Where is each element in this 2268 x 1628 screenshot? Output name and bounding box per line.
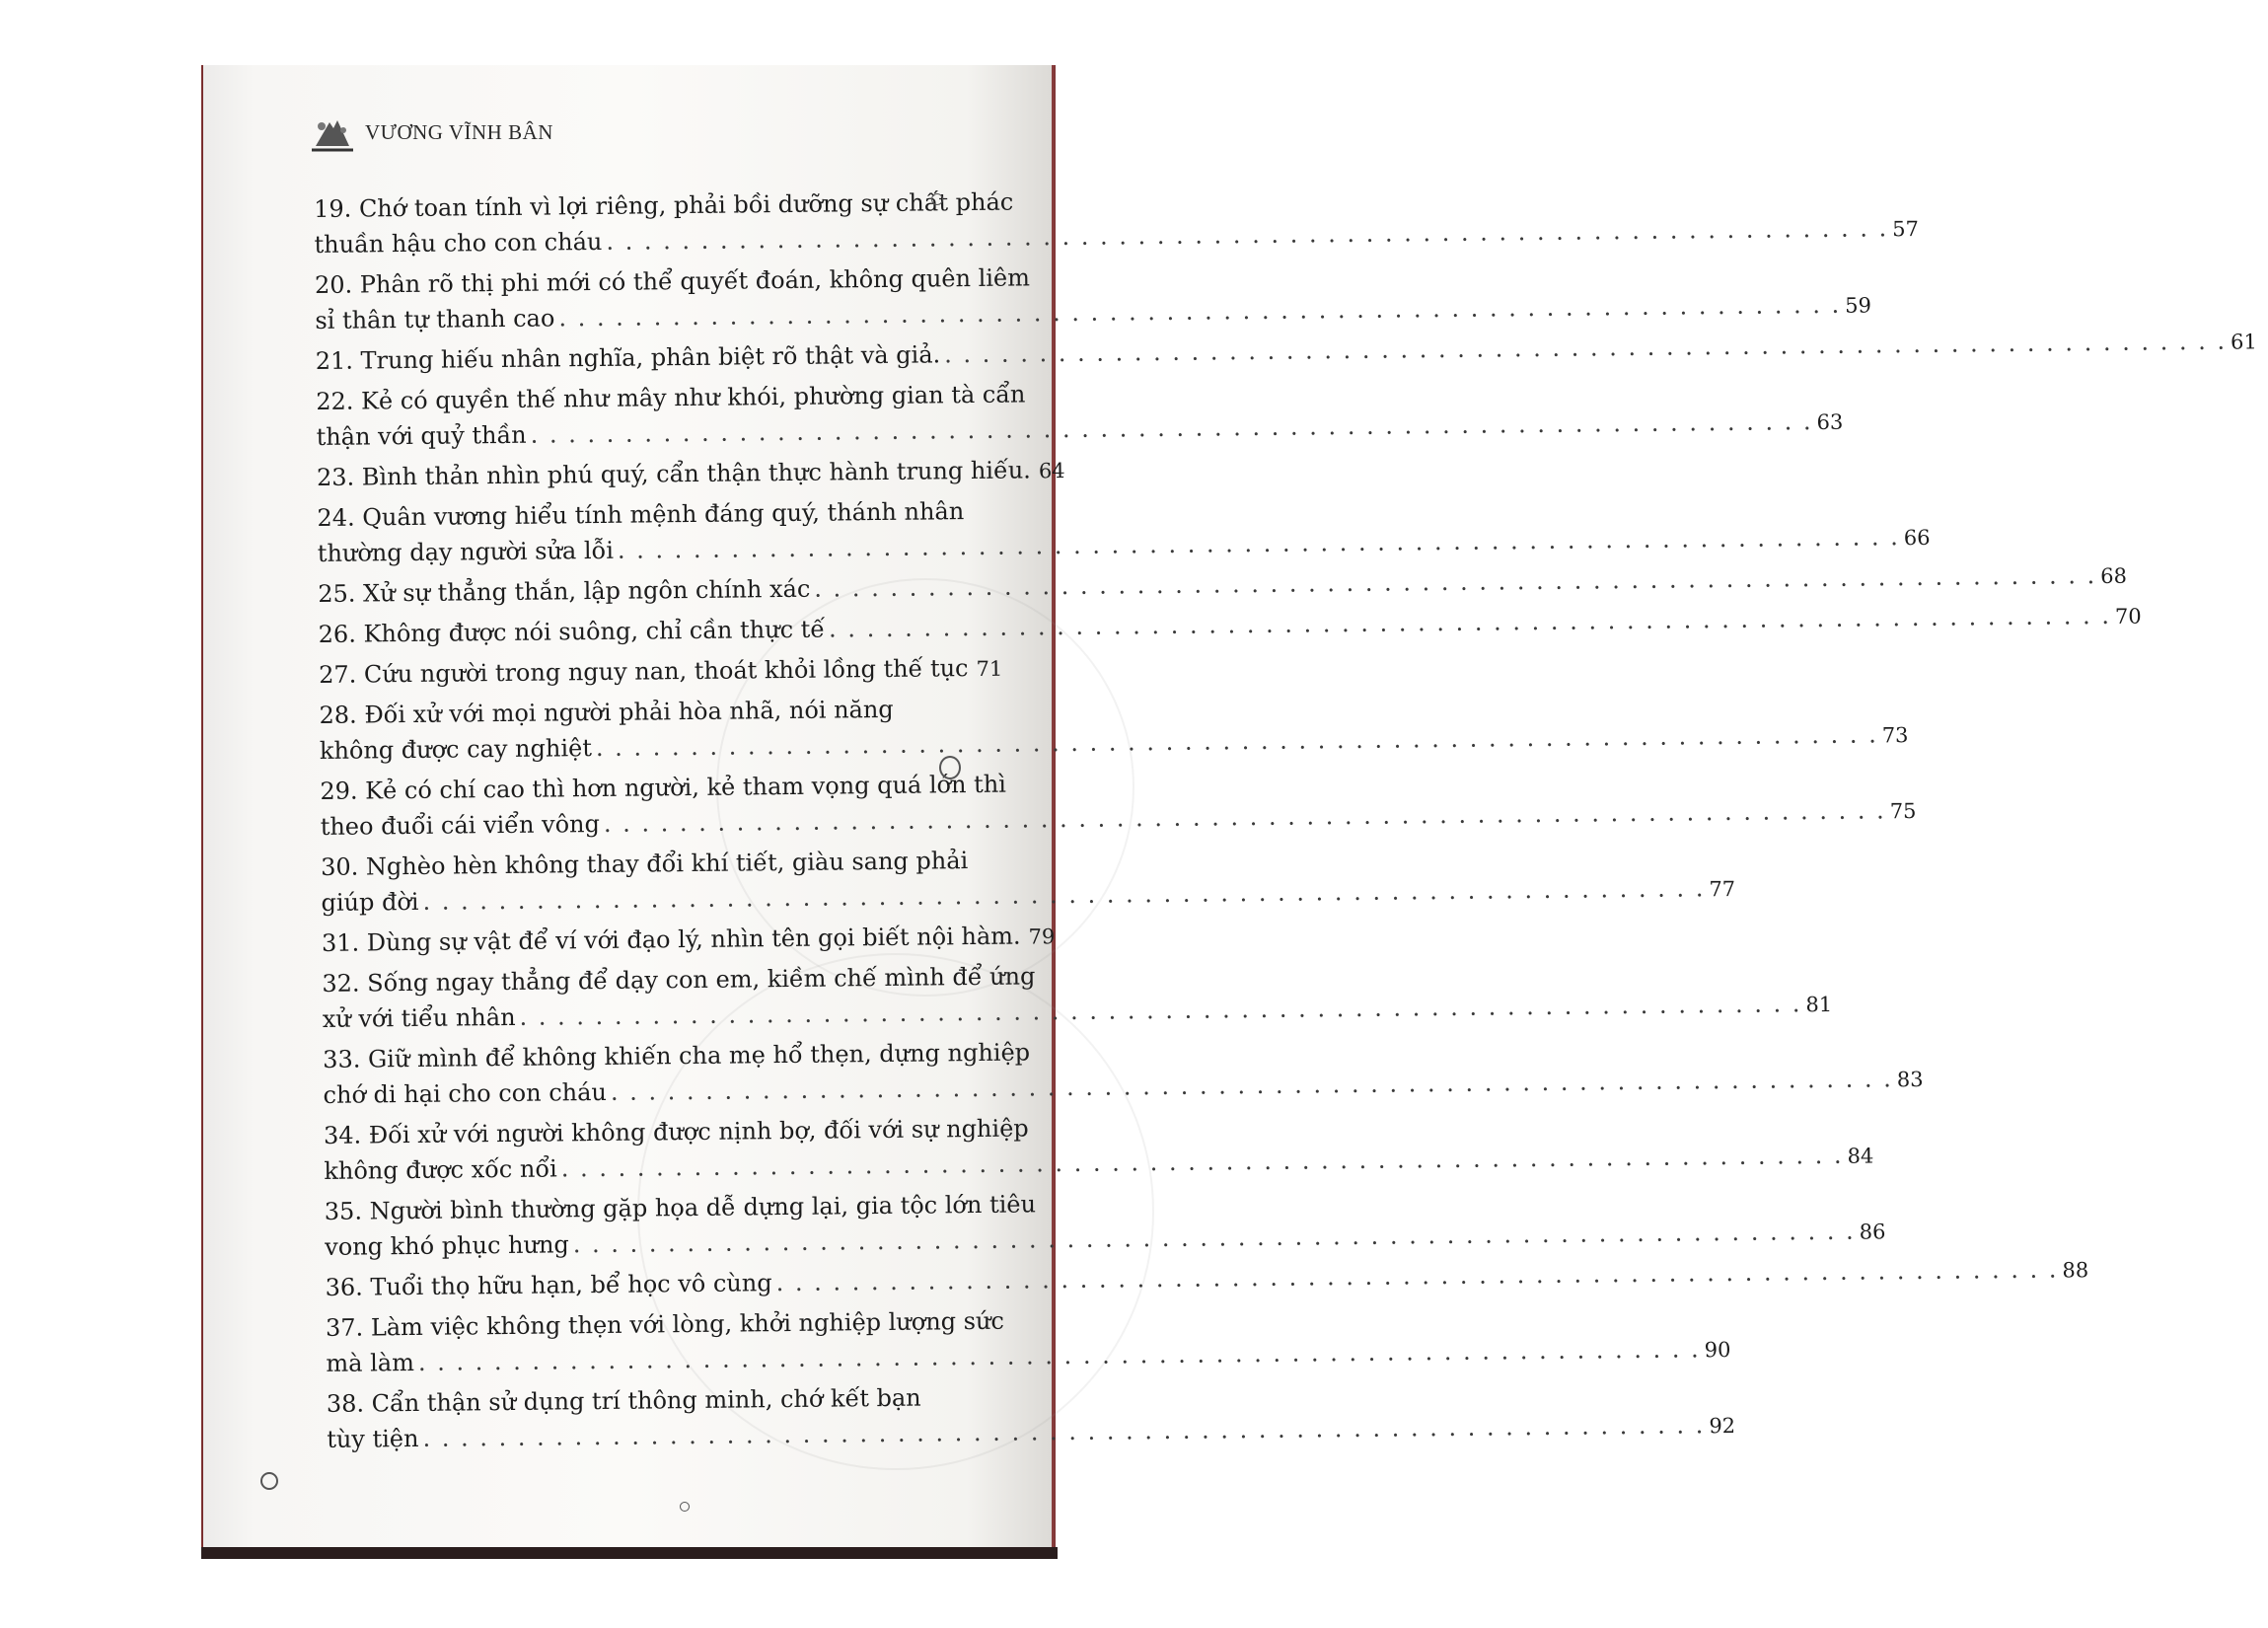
toc-page-number: 86	[1859, 1220, 1886, 1244]
toc-entry-title-cont: xử với tiểu nhân	[322, 1002, 516, 1033]
toc-entry-title-cont: không được xốc nổi	[324, 1154, 557, 1185]
toc-entry-title: 28. Đối xử với mọi người phải hòa nhã, nói năng	[319, 695, 894, 729]
toc-page-number: 81	[1805, 992, 1833, 1017]
toc-page-number: 90	[1704, 1338, 1731, 1363]
toc-entry	[314, 185, 1920, 263]
toc-entry	[321, 919, 1056, 962]
toc-entry-title: 22. Kẻ có quyền thế như mây như khói, phường gian tà cẩn	[316, 380, 1026, 415]
toc-entry-title: 30. Nghèo hèn không thay đổi khí tiết, giàu sang phải	[321, 847, 969, 881]
toc-page-number: 83	[1896, 1067, 1924, 1092]
toc-page-number: 61	[2230, 330, 2257, 354]
running-header	[310, 112, 553, 152]
toc-entry-title-cont: mà làm	[326, 1348, 415, 1377]
binding-hole-mark	[680, 1502, 690, 1512]
toc-entry-title: 27. Cứu người trong nguy nan, thoát khỏi lồng thế tục	[318, 654, 969, 689]
toc-entry-title: 36. Tuổi thọ hữu hạn, bể học vô cùng	[325, 1269, 772, 1301]
toc-entry	[320, 767, 1917, 846]
toc-page-number: 57	[1892, 216, 1920, 242]
binding-hole-mark	[931, 193, 943, 205]
toc-page-number: 68	[2100, 563, 2128, 589]
pine-tree-logo-icon	[310, 112, 355, 152]
toc-page-number: 71	[976, 656, 1003, 681]
toc-entry	[325, 1303, 1731, 1382]
toc-entry-title: 34. Đối xử với người không được nịnh bợ, đối với sự nghiệp	[323, 1114, 1029, 1149]
toc-entry	[326, 1379, 1736, 1458]
toc-entry-title-cont: sỉ thân tự thanh cao	[315, 304, 555, 334]
toc-entry	[324, 1187, 1886, 1266]
toc-entry	[322, 959, 1833, 1038]
toc-entry-title-cont: vong khó phục hưng	[325, 1230, 569, 1261]
toc-entry-title-cont: tùy tiện	[327, 1424, 419, 1453]
toc-entry	[316, 377, 1844, 456]
toc-entry-title: 25. Xử sự thẳng thắn, lập ngôn chính xác	[318, 574, 811, 608]
binding-hole-mark	[939, 756, 961, 779]
toc-entry-title-cont: không được cay nghiệt	[319, 734, 593, 765]
toc-entry-title: 20. Phân rõ thị phi mới có thể quyết đoán, không quên liêm	[314, 263, 1031, 299]
toc-entry-title-cont: giúp đời	[321, 887, 419, 917]
toc-entry	[314, 260, 1872, 339]
header-title: VƯƠNG VĨNH BÂN	[365, 119, 553, 144]
toc-entry	[315, 330, 2257, 380]
toc-entry	[318, 563, 2128, 613]
toc-entry	[323, 1035, 1924, 1114]
toc-page-number: 84	[1847, 1144, 1874, 1168]
toc-page-number: 70	[2114, 604, 2142, 629]
toc-entry-title: 19. Chớ toan tính vì lợi riêng, phải bồi dưỡng sự chất phác	[314, 187, 1014, 223]
toc-entry-title: 21. Trung hiếu nhân nghĩa, phân biệt rõ thật và giả.	[315, 340, 941, 375]
toc-page-number: 75	[1889, 799, 1917, 824]
toc-page-number: 92	[1709, 1413, 1736, 1439]
toc-entry	[319, 691, 1909, 770]
toc-entry	[323, 1111, 1874, 1190]
book-page	[203, 65, 2257, 1557]
toc-entry-title-cont: thường dạy người sửa lỗi	[317, 536, 615, 567]
book-cover-edge-bottom	[201, 1547, 1058, 1559]
toc-entry-title: 24. Quân vương hiểu tính mệnh đáng quý, thánh nhân	[317, 497, 965, 532]
toc-entry	[316, 453, 1065, 496]
toc-page-number: 59	[1845, 293, 1872, 318]
toc-entry-title: 32. Sống ngay thẳng để dạy con em, kiềm chế mình để ứng	[322, 962, 1036, 998]
toc-entry-title-cont: thận với quỷ thần	[316, 420, 527, 451]
toc-page-number: 77	[1709, 876, 1736, 902]
toc-entry	[317, 493, 1931, 572]
leader-dots	[944, 324, 2227, 373]
table-of-contents	[314, 185, 2257, 1462]
toc-entry-title-cont: chớ di hại cho con cháu	[323, 1077, 608, 1109]
binding-hole-mark	[260, 1472, 278, 1490]
toc-page-number: 88	[2062, 1258, 2089, 1283]
toc-page-number: 79	[1028, 925, 1056, 949]
toc-page-number: 64	[1038, 459, 1065, 483]
toc-entry-title: 35. Người bình thường gặp họa dễ dựng lại, gia tộc lớn tiêu	[324, 1190, 1037, 1225]
toc-entry	[319, 650, 1001, 694]
toc-entry-title: 31. Dùng sự vật để ví với đạo lý, nhìn tên gọi biết nội hàm.	[321, 922, 1021, 957]
toc-entry-title: 29. Kẻ có chí cao thì hơn người, kẻ tham vọng quá lớn thì	[320, 770, 1007, 805]
toc-entry-title: 38. Cẩn thận sử dụng trí thông minh, chớ kết bạn	[326, 1383, 921, 1418]
toc-entry-title-cont: thuần hậu cho con cháu	[314, 227, 603, 259]
toc-entry-title: 23. Bình thản nhìn phú quý, cẩn thận thực hành trung hiếu.	[316, 456, 1032, 491]
toc-entry	[321, 843, 1736, 922]
toc-entry-title: 37. Làm việc không thẹn với lòng, khởi nghiệp lượng sức	[325, 1306, 1005, 1342]
toc-entry	[318, 604, 2142, 653]
toc-entry-title: 26. Không được nói suông, chỉ cần thực tế	[318, 615, 826, 648]
toc-page-number: 63	[1816, 409, 1844, 435]
toc-entry	[325, 1258, 2089, 1306]
toc-page-number: 66	[1903, 525, 1931, 551]
toc-page-number: 73	[1881, 723, 1909, 748]
toc-entry-title-cont: theo đuổi cái viển vông	[320, 810, 601, 841]
toc-entry-title: 33. Giữ mình để không khiến cha mẹ hổ thẹn, dựng nghiệp	[323, 1038, 1031, 1073]
